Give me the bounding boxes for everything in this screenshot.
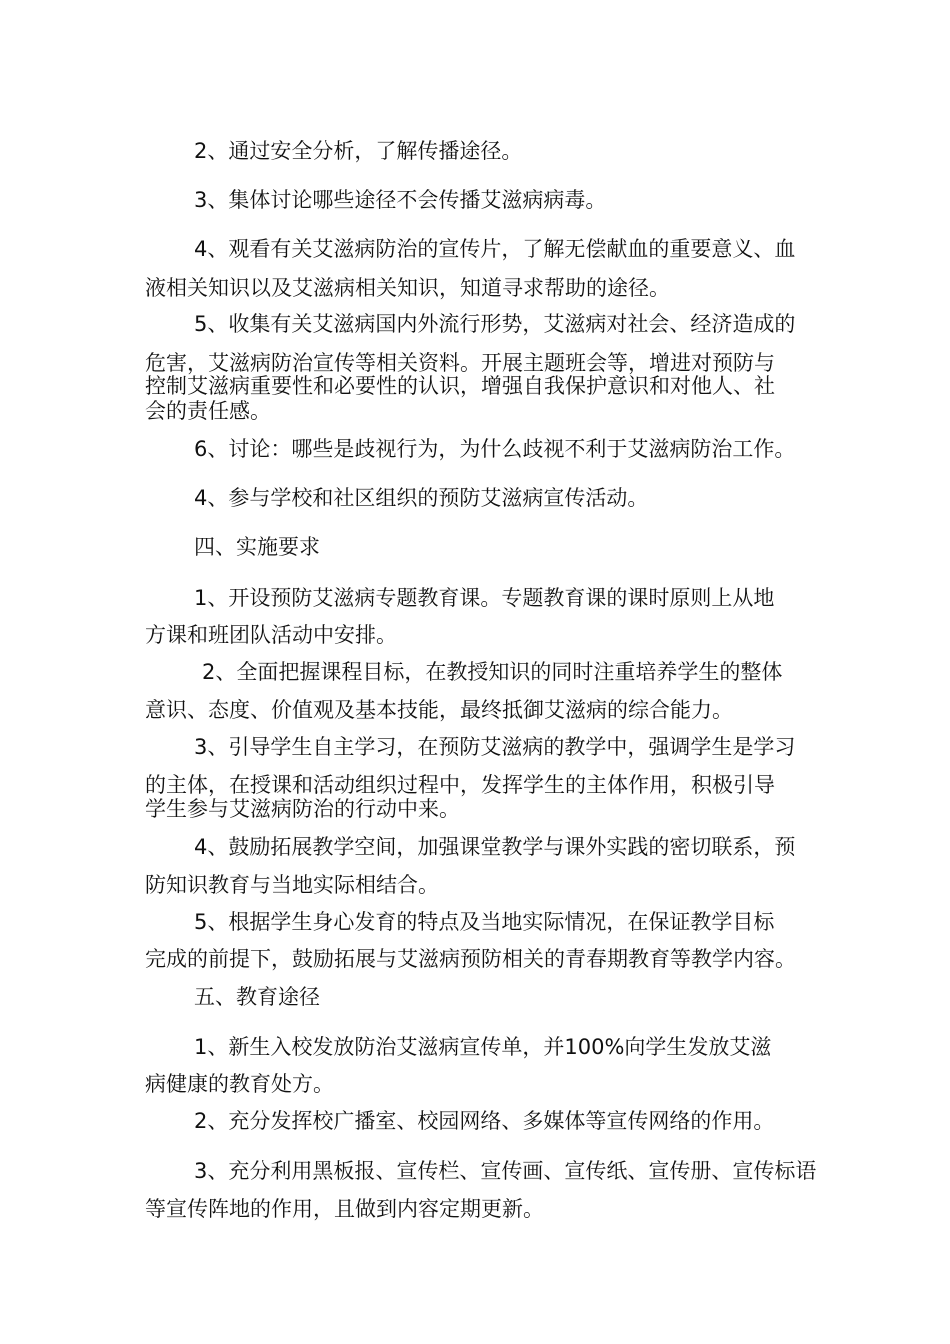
paragraph-line: 3、充分利用黑板报、宣传栏、宣传画、宣传纸、宣传册、宣传标语 (194, 1159, 817, 1183)
paragraph-line: 病健康的教育处方。 (145, 1072, 334, 1096)
paragraph-line: 4、鼓励拓展教学空间，加强课堂教学与课外实践的密切联系，预 (194, 835, 796, 859)
paragraph-line: 等宣传阵地的作用，且做到内容定期更新。 (145, 1197, 544, 1221)
paragraph-line: 5、收集有关艾滋病国内外流行形势，艾滋病对社会、经济造成的 (194, 312, 796, 336)
paragraph-line: 方课和班团队活动中安排。 (145, 623, 397, 647)
paragraph-line: 2、全面把握课程目标，在教授知识的同时注重培养学生的整体 (202, 660, 783, 684)
paragraph-line: 3、集体讨论哪些途径不会传播艾滋病病毒。 (194, 188, 607, 212)
paragraph-line: 防知识教育与当地实际相结合。 (145, 873, 439, 897)
paragraph-line: 1、开设预防艾滋病专题教育课。专题教育课的课时原则上从地 (194, 586, 775, 610)
paragraph-line: 3、引导学生自主学习，在预防艾滋病的教学中，强调学生是学习 (194, 735, 796, 759)
paragraph-line: 控制艾滋病重要性和必要性的认识，增强自我保护意识和对他人、社 (145, 374, 775, 398)
paragraph-line: 意识、态度、价值观及基本技能，最终抵御艾滋病的综合能力。 (145, 698, 733, 722)
paragraph-line: 的主体，在授课和活动组织过程中，发挥学生的主体作用，积极引导 (145, 773, 775, 797)
paragraph-line: 液相关知识以及艾滋病相关知识，知道寻求帮助的途径。 (145, 276, 670, 300)
paragraph-line: 6、讨论：哪些是歧视行为，为什么歧视不利于艾滋病防治工作。 (194, 437, 796, 461)
paragraph-line: 完成的前提下，鼓励拓展与艾滋病预防相关的青春期教育等教学内容。 (145, 947, 796, 971)
section-heading: 四、实施要求 (194, 535, 320, 559)
paragraph-line: 学生参与艾滋病防治的行动中来。 (145, 797, 460, 821)
paragraph-line: 1、新生入校发放防治艾滋病宣传单，并100%向学生发放艾滋 (194, 1035, 772, 1059)
paragraph-line: 2、充分发挥校广播室、校园网络、多媒体等宣传网络的作用。 (194, 1109, 775, 1133)
section-heading: 五、教育途径 (194, 985, 320, 1009)
paragraph-line: 5、根据学生身心发育的特点及当地实际情况，在保证教学目标 (194, 910, 775, 934)
paragraph-line: 2、通过安全分析，了解传播途径。 (194, 139, 523, 163)
paragraph-line: 危害，艾滋病防治宣传等相关资料。开展主题班会等，增进对预防与 (145, 351, 775, 375)
paragraph-line: 会的责任感。 (145, 399, 271, 423)
paragraph-line: 4、参与学校和社区组织的预防艾滋病宣传活动。 (194, 486, 649, 510)
paragraph-line: 4、观看有关艾滋病防治的宣传片，了解无偿献血的重要意义、血 (194, 237, 796, 261)
